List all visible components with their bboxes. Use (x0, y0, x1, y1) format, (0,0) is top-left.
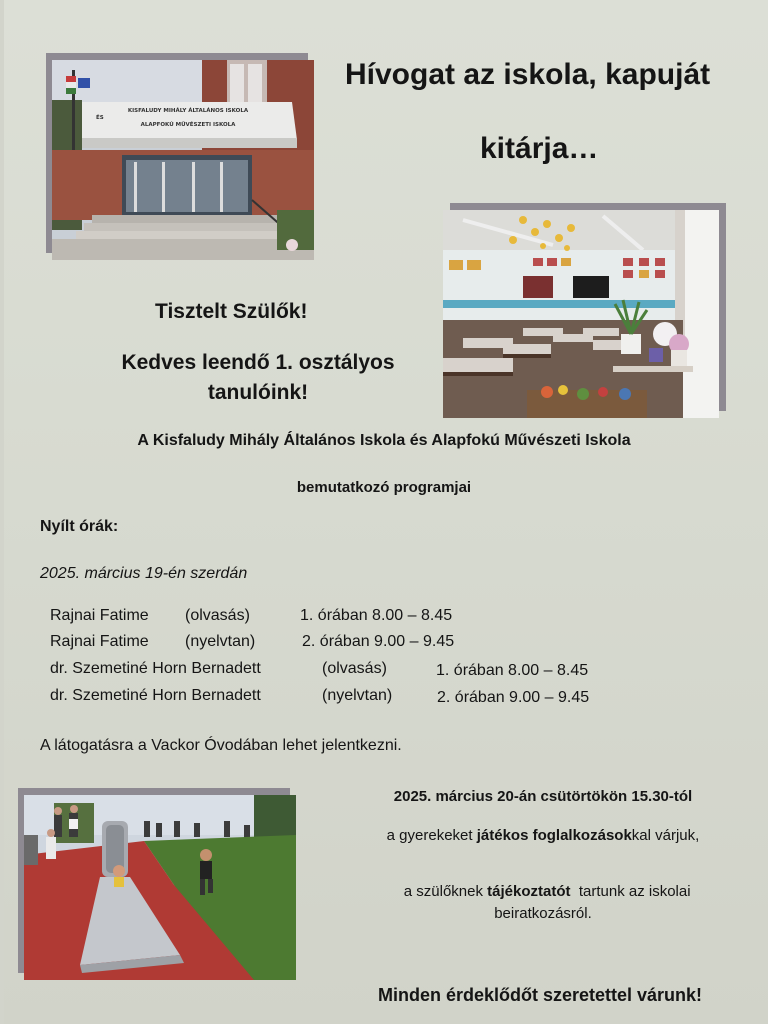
open-lessons-date: 2025. március 19-én szerdán (40, 565, 248, 582)
open-lessons-label: Nyílt órák: (40, 518, 119, 535)
schedule-subject: (nyelvtan) (185, 633, 256, 650)
school-building-photo (52, 60, 314, 260)
closing-invitation: Minden érdeklődőt szeretettel várunk! (377, 985, 703, 1005)
playground-photo (24, 795, 296, 980)
event-line-parents (318, 866, 768, 900)
event-line-parents-post: tartunk az iskolai (570, 883, 691, 900)
schedule-time: 1. órában 8.00 – 8.45 (436, 662, 589, 679)
sign-line-2: ÉS (96, 115, 104, 121)
event-line-parents-pre: a szülőknek (403, 883, 488, 900)
schedule-time: 2. órában 9.00 – 9.45 (437, 689, 590, 706)
sign-line-1: KISFALUDY MIHÁLY ÁLTALÁNOS ISKOLA (127, 108, 249, 114)
event-line-children (318, 827, 768, 844)
building-sign (88, 108, 288, 129)
event-line-children-pre: a gyerekeket (386, 827, 477, 844)
school-name: A Kisfaludy Mihály Általános Iskola és Alapfokú Művészeti Iskola (137, 432, 631, 449)
schedule-subject: (olvasás) (322, 660, 387, 677)
sign-line-3: ALAPFOKÚ MŰVÉSZETI ISKOLA (140, 122, 236, 128)
event-date: 2025. március 20-án csütörtökön 15.30-tól (393, 788, 693, 805)
event-line-enrollment: beiratkozásról. (494, 905, 592, 922)
schedule-subject: (nyelvtan) (322, 687, 393, 704)
programs-subtitle: bemutatkozó programjai (296, 479, 472, 496)
greeting-students: Kedves leendő 1. osztályos tanulóink! (121, 351, 395, 404)
schedule-teacher: dr. Szemetiné Horn Bernadett (50, 660, 261, 677)
event-line-children-bold: játékos foglalkozások (476, 827, 632, 844)
event-line-parents-bold: tájékoztatót (487, 883, 571, 900)
schedule-teacher: Rajnai Fatime (50, 607, 149, 624)
schedule-subject: (olvasás) (185, 607, 250, 624)
classroom-photo (443, 210, 719, 418)
schedule-time: 2. órában 9.00 – 9.45 (302, 633, 455, 650)
schedule-time: 1. órában 8.00 – 8.45 (300, 607, 453, 624)
event-line-children-post: kal várjuk, (631, 827, 700, 844)
page-title-line-2: kitárja… (480, 132, 599, 165)
greeting-parents: Tisztelt Szülők! (155, 300, 308, 323)
schedule-teacher: Rajnai Fatime (50, 633, 149, 650)
visit-note: A látogatásra a Vackor Óvodában lehet jelentkezni. (40, 737, 402, 754)
page-title-line-1: Hívogat az iskola, kapuját (345, 58, 711, 91)
schedule-teacher: dr. Szemetiné Horn Bernadett (50, 687, 261, 704)
